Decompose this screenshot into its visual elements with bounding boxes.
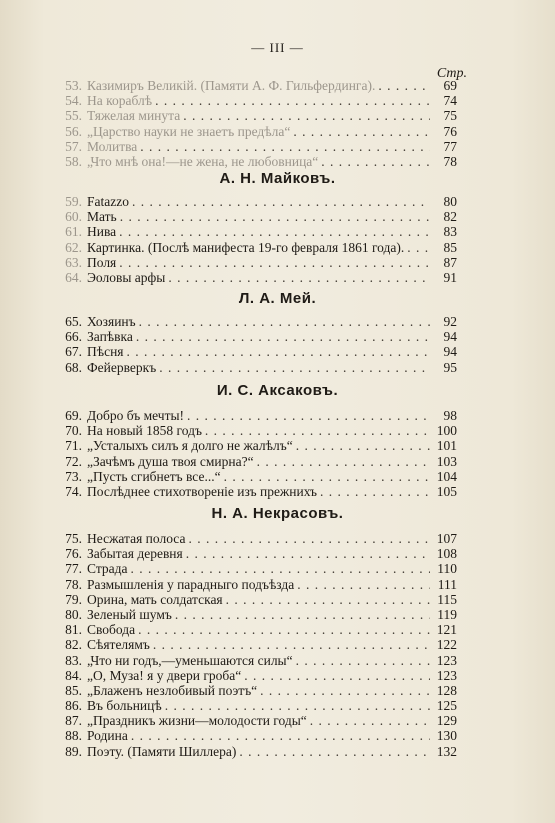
toc-entry (62, 713, 457, 728)
entry-number: 66. (65, 329, 82, 345)
leader-dots (119, 255, 430, 270)
toc-entry (62, 344, 457, 359)
toc-entry (62, 93, 457, 108)
leader-dots (136, 329, 430, 344)
entry-title: Нива (87, 224, 117, 240)
toc-entry (62, 607, 457, 622)
leader-dots (239, 744, 430, 759)
toc-entry (62, 728, 457, 743)
leader-dots (296, 438, 430, 453)
entry-page: 74 (443, 93, 457, 109)
entry-number: 84. (65, 667, 82, 683)
entry-number: 82. (65, 637, 82, 653)
toc-entry (62, 531, 457, 546)
entry-title: Зеленый шумъ (87, 606, 172, 622)
entry-number: 75. (65, 531, 82, 546)
entry-title: Послѣднее стихотвореніе изъ прежнихъ (87, 483, 317, 499)
leader-dots (138, 622, 430, 637)
entry-title: На кораблѣ (87, 93, 153, 109)
toc-section-continued (62, 78, 457, 169)
toc-entry (62, 314, 457, 329)
entry-title: „Усталыхъ силъ я долго не жалѣлъ“ (87, 438, 293, 454)
entry-title: „Праздникъ жизни—молодости годы“ (87, 713, 307, 729)
entry-number: 62. (65, 239, 82, 255)
leader-dots (293, 124, 430, 139)
entry-title: Поэту. (Памяти Шиллера) (87, 743, 237, 759)
entry-title: Орина, мать солдатская (87, 591, 223, 607)
toc-entry (62, 454, 457, 469)
leader-dots (244, 668, 430, 683)
entry-title: Сѣятелямъ (87, 637, 150, 653)
toc-entry (62, 561, 457, 576)
entry-number: 53. (65, 78, 82, 93)
entry-title: Казимиръ Великій. (Памяти А. Ф. Гильфердинга). (87, 78, 376, 93)
leader-dots (297, 577, 430, 592)
toc-entry (62, 653, 457, 668)
entry-page: 130 (436, 728, 457, 744)
entry-number: 87. (65, 713, 82, 729)
entry-number: 83. (65, 652, 82, 668)
leader-dots (226, 592, 430, 607)
entry-page: 82 (443, 209, 457, 225)
toc-section (62, 314, 457, 375)
entry-number: 69. (65, 408, 82, 423)
toc-entry (62, 577, 457, 592)
entry-page: 92 (443, 314, 457, 329)
toc-entry (62, 360, 457, 375)
entry-page: 85 (443, 239, 457, 255)
leader-dots (187, 408, 430, 423)
entry-title: „Зачѣмъ душа твоя смирна?“ (87, 453, 254, 469)
entry-title: „Пусть сгибнетъ все...“ (87, 468, 221, 484)
entry-page: 123 (436, 667, 457, 683)
entry-title: Картинка. (Послѣ манифеста 19-го февраля 1861 года). (87, 239, 405, 255)
leader-dots (120, 209, 430, 224)
leader-dots (132, 194, 430, 209)
entry-number: 56. (65, 123, 82, 139)
entry-page: 121 (436, 622, 457, 638)
entry-page: 78 (443, 153, 457, 169)
entry-title: Забытая деревня (87, 546, 183, 562)
entry-page: 115 (437, 591, 457, 607)
leader-dots (321, 154, 430, 169)
toc-entry (62, 744, 457, 759)
leader-dots (140, 139, 430, 154)
entry-title: Размышленія у парадныго подъѣзда (87, 576, 295, 592)
toc-section (62, 531, 457, 759)
toc-entry (62, 329, 457, 344)
leader-dots (119, 224, 430, 239)
entry-page: 129 (436, 713, 457, 729)
entry-page: 105 (436, 483, 457, 499)
toc-entry (62, 154, 457, 169)
entry-number: 79. (65, 591, 82, 607)
leader-dots (186, 546, 430, 561)
toc-section (62, 408, 457, 499)
toc-entry (62, 255, 457, 270)
entry-page: 107 (436, 531, 457, 546)
leader-dots (153, 637, 430, 652)
entry-title: Пѣсня (87, 344, 124, 360)
author-heading: Л. А. Мей. (238, 290, 317, 307)
entry-page: 103 (436, 453, 457, 469)
entry-number: 77. (65, 561, 82, 577)
entry-number: 71. (65, 438, 82, 454)
entry-title: Добро бъ мечты! (87, 408, 185, 423)
toc-entry (62, 683, 457, 698)
entry-number: 78. (65, 576, 82, 592)
author-heading: А. Н. Майковъ. (219, 170, 336, 187)
author-heading: И. С. Аксаковъ. (216, 382, 339, 399)
entry-page: 122 (436, 637, 457, 653)
toc-entry (62, 240, 457, 255)
entry-number: 85. (65, 682, 82, 698)
leader-dots (378, 78, 430, 93)
entry-title: Хозяинъ (87, 314, 136, 329)
entry-page: 80 (443, 194, 457, 209)
entry-number: 61. (65, 224, 82, 240)
leader-dots (310, 713, 430, 728)
toc-entry (62, 622, 457, 637)
entry-page: 125 (436, 698, 457, 714)
entry-page: 95 (443, 359, 457, 375)
toc-entry (62, 209, 457, 224)
leader-dots (131, 561, 431, 576)
entry-page: 132 (436, 743, 457, 759)
entry-page: 87 (443, 254, 457, 270)
entry-number: 72. (65, 453, 82, 469)
toc-entry (62, 423, 457, 438)
author-heading: Н. А. Некрасовъ. (211, 505, 344, 522)
toc-entry (62, 484, 457, 499)
toc-entry (62, 438, 457, 453)
toc-entry (62, 108, 457, 123)
entry-page: 69 (443, 78, 457, 93)
entry-title: „Блаженъ незлобивый поэтъ“ (87, 682, 258, 698)
entry-title: Свобода (87, 622, 136, 638)
entry-page: 128 (436, 682, 457, 698)
entry-page: 76 (443, 123, 457, 139)
entry-number: 64. (65, 269, 82, 285)
entry-number: 59. (65, 194, 82, 209)
leader-dots (224, 469, 430, 484)
entry-number: 63. (65, 254, 82, 270)
entry-number: 86. (65, 698, 82, 714)
entry-title: Въ больницѣ (87, 698, 162, 714)
entry-title: „Что ни годъ,—уменьшаются силы“ (87, 652, 293, 668)
entry-title: „Что мнѣ она!—не жена, не любовница“ (87, 153, 319, 169)
entry-title: Тяжелая минута (87, 108, 181, 124)
entry-number: 67. (65, 344, 82, 360)
entry-title: Родина (87, 728, 128, 744)
entry-title: Молитва (87, 138, 138, 154)
entry-page: 98 (443, 408, 457, 423)
leader-dots (320, 484, 430, 499)
entry-title: Запѣвка (87, 329, 133, 345)
leader-dots (188, 531, 430, 546)
entry-page: 77 (443, 138, 457, 154)
entry-page: 108 (436, 546, 457, 562)
entry-number: 58. (65, 153, 82, 169)
entry-title: Фейерверкъ (87, 359, 157, 375)
entry-title: Несжатая полоса (87, 531, 186, 546)
toc-entry (62, 469, 457, 484)
entry-number: 76. (65, 546, 82, 562)
entry-number: 80. (65, 606, 82, 622)
entry-page: 123 (436, 652, 457, 668)
page-column-heading: Стр. (436, 66, 467, 81)
entry-number: 88. (65, 728, 82, 744)
leader-dots (139, 314, 430, 329)
leader-dots (127, 344, 430, 359)
leader-dots (175, 607, 430, 622)
entry-number: 74. (65, 483, 82, 499)
toc-section (62, 194, 457, 285)
entry-number: 60. (65, 209, 82, 225)
entry-number: 55. (65, 108, 82, 124)
entry-number: 54. (65, 93, 82, 109)
toc-entry (62, 408, 457, 423)
entry-title: Поля (87, 254, 117, 270)
entry-number: 81. (65, 622, 82, 638)
leader-dots (205, 423, 430, 438)
leader-dots (183, 108, 430, 123)
entry-page: 83 (443, 224, 457, 240)
entry-page: 94 (443, 344, 457, 360)
entry-page: 94 (443, 329, 457, 345)
toc-entry (62, 637, 457, 652)
entry-title: „О, Муза! я у двери гроба“ (87, 667, 242, 683)
entry-title: Мать (87, 209, 117, 225)
entry-page: 75 (443, 108, 457, 124)
toc-entry (62, 270, 457, 285)
toc-entry (62, 668, 457, 683)
toc-entry (62, 698, 457, 713)
entry-title: На новый 1858 годъ (87, 423, 202, 439)
toc-entry (62, 546, 457, 561)
entry-number: 73. (65, 468, 82, 484)
entry-title: „Царство науки не знаетъ предѣла“ (87, 123, 291, 139)
entry-number: 65. (65, 314, 82, 329)
entry-page: 119 (437, 606, 457, 622)
leader-dots (131, 728, 430, 743)
entry-page: 111 (437, 576, 457, 592)
leader-dots (159, 360, 430, 375)
leader-dots (296, 653, 430, 668)
leader-dots (407, 240, 430, 255)
entry-number: 89. (65, 743, 82, 759)
toc-entry (62, 592, 457, 607)
entry-page: 91 (443, 269, 457, 285)
entry-number: 68. (65, 359, 82, 375)
entry-number: 57. (65, 138, 82, 154)
leader-dots (155, 93, 430, 108)
leader-dots (260, 683, 430, 698)
toc-entry (62, 139, 457, 154)
leader-dots (168, 270, 430, 285)
page-number-header: — III — (251, 40, 304, 55)
toc-entry (62, 194, 457, 209)
leader-dots (165, 698, 430, 713)
entry-page: 104 (436, 468, 457, 484)
toc-entry (62, 124, 457, 139)
entry-number: 70. (65, 423, 82, 439)
entry-title: Страда (87, 561, 128, 577)
entry-page: 100 (436, 423, 457, 439)
toc-entry (62, 78, 457, 93)
entry-title: Fatazzo (87, 194, 129, 209)
entry-page: 101 (436, 438, 457, 454)
entry-title: Эоловы арфы (87, 269, 166, 285)
leader-dots (257, 454, 430, 469)
toc-entry (62, 224, 457, 239)
entry-page: 110 (437, 561, 457, 577)
